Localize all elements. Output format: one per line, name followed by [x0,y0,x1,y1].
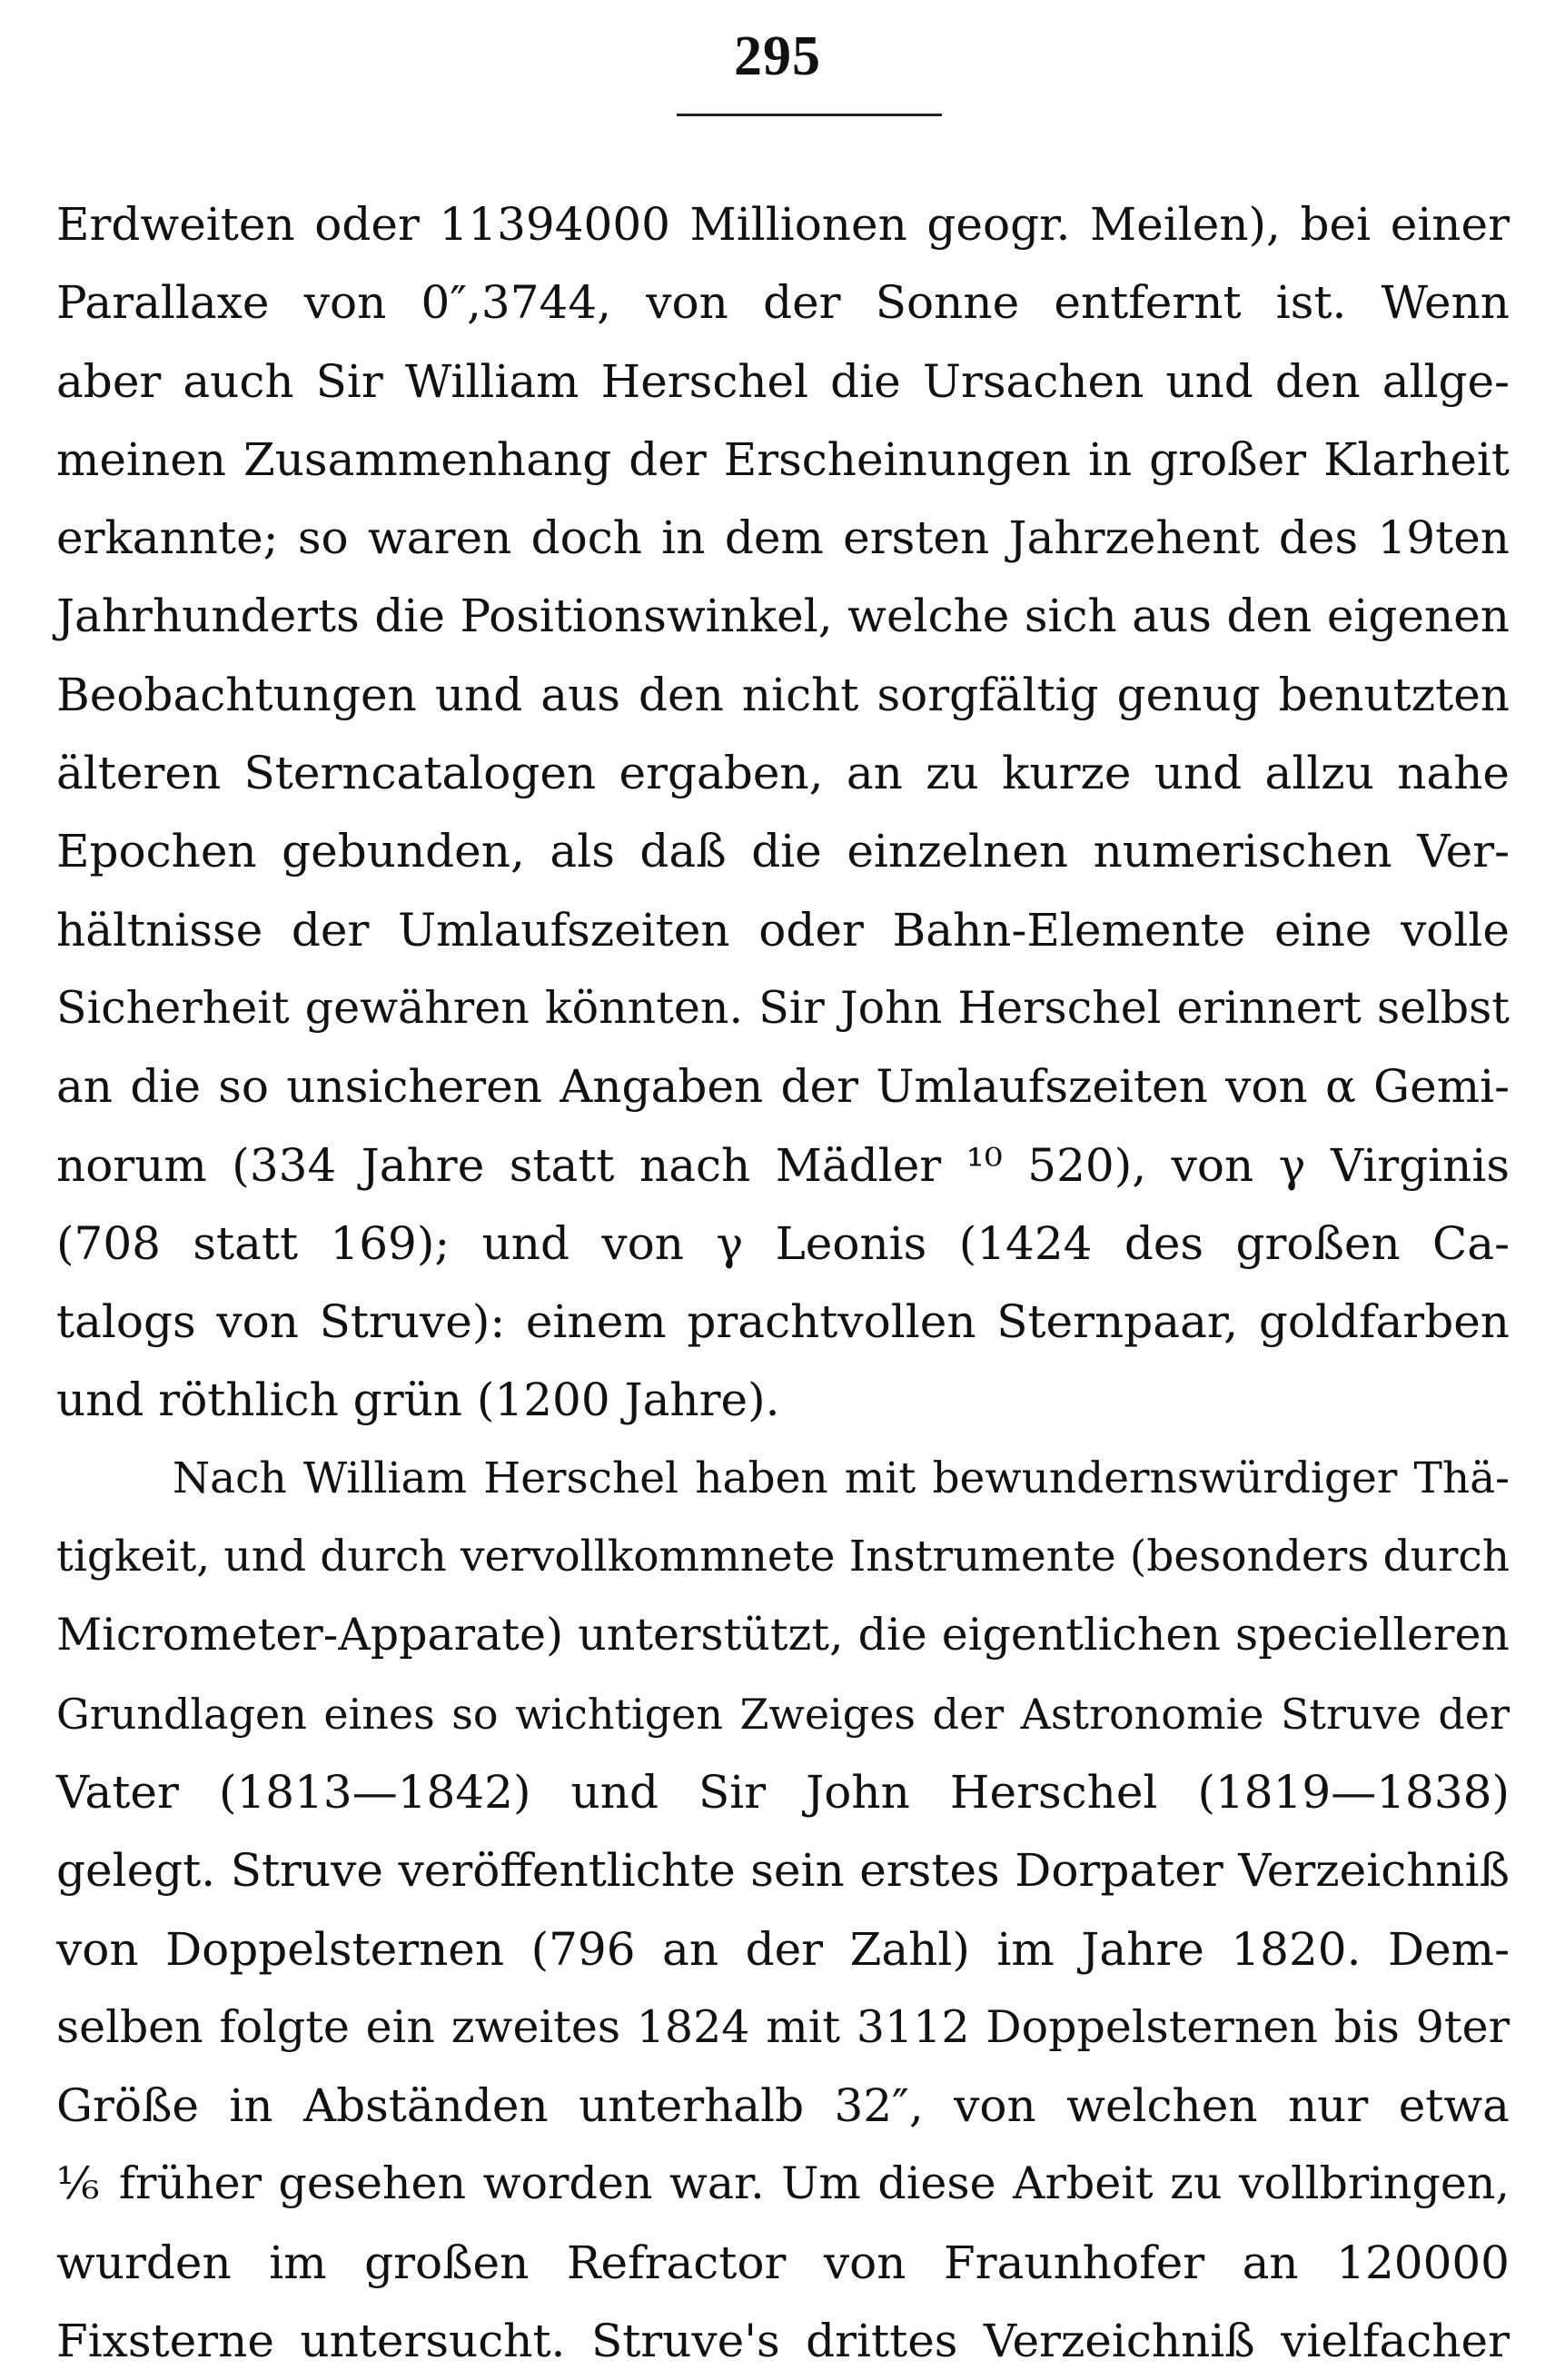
text-line: Erdweiten oder 11394000 Millionen geogr. Meilen), bei einer [56,198,1510,251]
text-line: gelegt. Struve veröffentlichte sein erstes Dorpater Verzeichniß [56,1844,1510,1898]
text-line: (708 statt 169); und von γ Leonis (1424 des großen Ca- [56,1216,1510,1270]
page-number: 295 [734,25,821,87]
text-line: erkannte; so waren doch in dem ersten Jahrzehent des 19ten [56,511,1510,565]
text-line: Jahrhunderts die Positionswinkel, welche sich aus den eigenen [56,590,1510,643]
text-line: talogs von Struve): einem prachtvollen Sternpaar, goldfarben [56,1295,1510,1349]
text-line: meinen Zusammenhang der Erscheinungen in großer Klarheit [56,432,1510,486]
paragraph-start-line: Nach William Herschel haben mit bewundernswürdiger Thä- [173,1453,1510,1503]
paragraph-end-line: und röthlich grün (1200 Jahre). [56,1373,780,1427]
text-line: Sicherheit gewähren könnten. Sir John Herschel erinnert selbst [56,981,1510,1034]
text-line: Fixsterne untersucht. Struve's drittes Verzeichniß vielfacher [56,2315,1510,2368]
text-line: Größe in Abständen unterhalb 32″, von welchen nur etwa [56,2079,1510,2133]
text-line: von Doppelsternen (796 an der Zahl) im Jahre 1820. Dem- [56,1922,1510,1976]
text-line: selben folgte ein zweites 1824 mit 3112 Doppelsternen bis 9ter [56,2000,1510,2053]
text-line: Micrometer-Apparate) unterstützt, die eigentlichen specielleren [56,1609,1510,1661]
text-line: wurden im großen Refractor von Fraunhofer an 120000 [56,2236,1510,2289]
header-rule [677,114,942,116]
text-line: hältnisse der Umlaufszeiten oder Bahn-Elemente eine volle [56,903,1510,957]
text-line: älteren Sterncatalogen ergaben, an zu kurze und allzu nahe [56,747,1510,800]
text-line: Beobachtungen und aus den nicht sorgfältig genug benutzten [56,668,1510,721]
body-text [56,185,1510,2380]
text-line: ⅙ früher gesehen worden war. Um diese Arbeit zu vollbringen, [56,2157,1510,2210]
text-line: aber auch Sir William Herschel die Ursachen und den allge- [56,354,1510,408]
text-line: norum (334 Jahre statt nach Mädler ¹⁰ 520), von γ Virginis [56,1138,1510,1192]
text-line: Grundlagen eines so wichtigen Zweiges der Astronomie Struve der [56,1689,1510,1739]
text-line: Parallaxe von 0″,3744, von der Sonne entfernt ist. Wenn [56,276,1510,330]
text-line: tigkeit, und durch vervollkommnete Instrumente (besonders durch [56,1532,1510,1582]
text-line: Epochen gebunden, als daß die einzelnen numerischen Ver- [56,825,1510,878]
text-line: an die so unsicheren Angaben der Umlaufszeiten von α Gemi- [56,1060,1510,1114]
text-line: Vater (1813—1842) und Sir John Herschel (1819—1838) [56,1765,1510,1819]
